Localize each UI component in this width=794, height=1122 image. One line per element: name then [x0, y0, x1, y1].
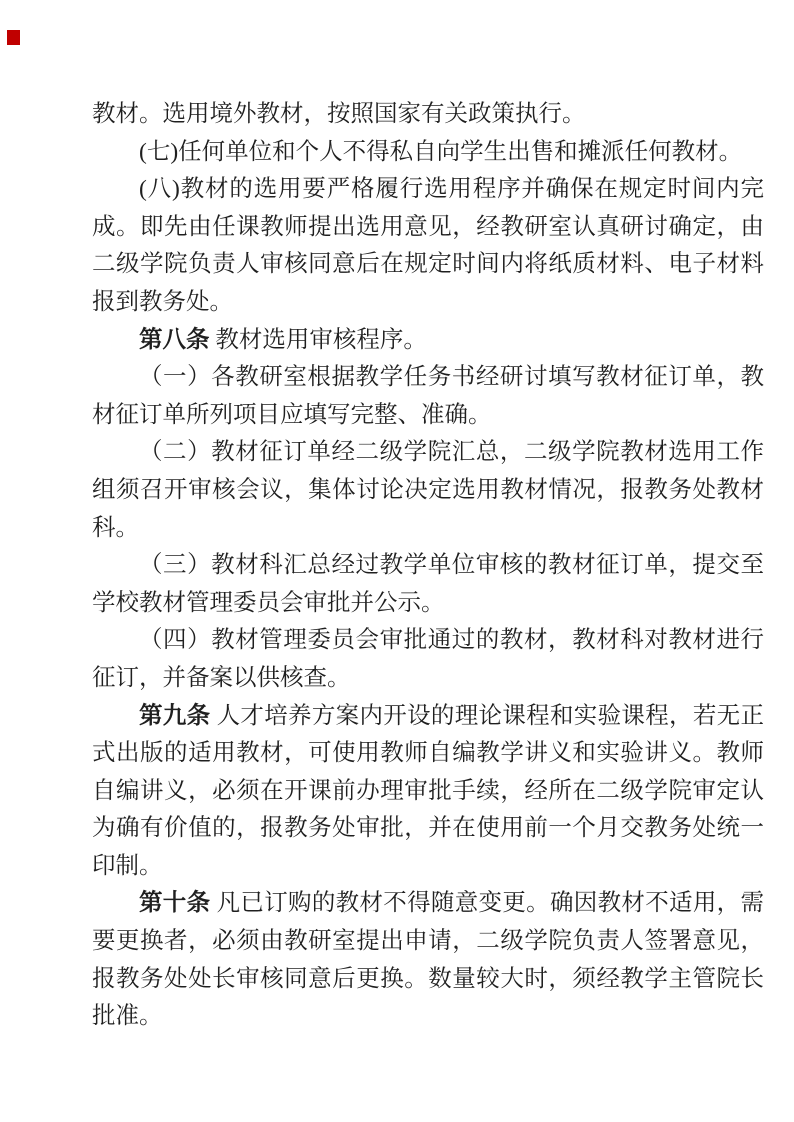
- text-run: 要更换者，必须由教研室提出申请，二级学院负责人签署意见，: [92, 928, 764, 955]
- text-run: 式出版的适用教材，可使用教师自编教学讲义和实验讲义。教师: [92, 740, 764, 767]
- text-run: 教材选用审核程序。: [209, 326, 427, 353]
- text-run: (八)教材的选用要严格履行选用程序并确保在规定时间内完: [139, 176, 764, 203]
- text-line-4: [92, 209, 764, 247]
- text-line-15: [92, 622, 764, 660]
- text-line-3: [92, 171, 764, 209]
- text-run: 印制。: [92, 852, 163, 879]
- text-line-6: [92, 284, 764, 322]
- text-line-1: [92, 96, 764, 134]
- text-line-9: [92, 397, 764, 435]
- text-run: 凡已订购的教材不得随意变更。确因教材不适用，需: [210, 890, 764, 917]
- text-line-23: [92, 923, 764, 961]
- text-line-7: [92, 322, 764, 360]
- text-line-5: [92, 246, 764, 284]
- text-run: 二级学院负责人审核同意后在规定时间内将纸质材料、电子材料: [92, 251, 764, 278]
- text-run: 组须召开审核会议，集体讨论决定选用教材情况，报教务处教材: [92, 476, 764, 503]
- text-run: （四）教材管理委员会审批通过的教材，教材科对教材进行: [139, 627, 764, 654]
- article-heading: 第十条: [139, 890, 211, 917]
- text-line-2: [92, 134, 764, 172]
- text-line-12: [92, 510, 764, 548]
- text-run: 科。: [92, 514, 139, 541]
- text-run: 征订，并备案以供核查。: [92, 664, 351, 691]
- text-line-25: [92, 998, 764, 1036]
- text-line-19: [92, 773, 764, 811]
- text-run: （三）教材科汇总经过教学单位审核的教材征订单，提交至: [139, 552, 764, 579]
- text-run: 材征订单所列项目应填写完整、准确。: [92, 401, 492, 428]
- text-run: 报教务处处长审核同意后更换。数量较大时，须经教学主管院长: [92, 965, 764, 992]
- text-line-22: [92, 885, 764, 923]
- article-heading: 第八条: [139, 326, 210, 353]
- text-line-21: [92, 848, 764, 886]
- text-run: 报到教务处。: [92, 288, 233, 315]
- article-heading: 第九条: [139, 702, 211, 729]
- text-block: [92, 96, 764, 1036]
- red-corner-mark: [7, 30, 20, 45]
- text-run: （一）各教研室根据教学任务书经研讨填写教材征订单，教: [139, 364, 764, 391]
- text-line-17: [92, 698, 764, 736]
- text-line-13: [92, 547, 764, 585]
- text-run: 批准。: [92, 1003, 163, 1030]
- text-run: 成。即先由任课教师提出选用意见，经教研室认真研讨确定，由: [92, 213, 764, 240]
- text-line-24: [92, 961, 764, 999]
- text-line-18: [92, 735, 764, 773]
- text-run: 为确有价值的，报教务处审批，并在使用前一个月交教务处统一: [92, 815, 764, 842]
- text-run: 自编讲义，必须在开课前办理审批手续，经所在二级学院审定认: [92, 777, 764, 804]
- text-run: （二）教材征订单经二级学院汇总，二级学院教材选用工作: [139, 439, 764, 466]
- text-run: 人才培养方案内开设的理论课程和实验课程，若无正: [210, 702, 764, 729]
- text-line-8: [92, 359, 764, 397]
- text-line-10: [92, 434, 764, 472]
- text-line-16: [92, 660, 764, 698]
- text-line-11: [92, 472, 764, 510]
- text-run: 学校教材管理委员会审批并公示。: [92, 589, 445, 616]
- text-run: (七)任何单位和个人不得私自向学生出售和摊派任何教材。: [139, 138, 743, 165]
- text-run: 教材。选用境外教材，按照国家有关政策执行。: [92, 101, 586, 127]
- text-line-20: [92, 810, 764, 848]
- text-line-14: [92, 585, 764, 623]
